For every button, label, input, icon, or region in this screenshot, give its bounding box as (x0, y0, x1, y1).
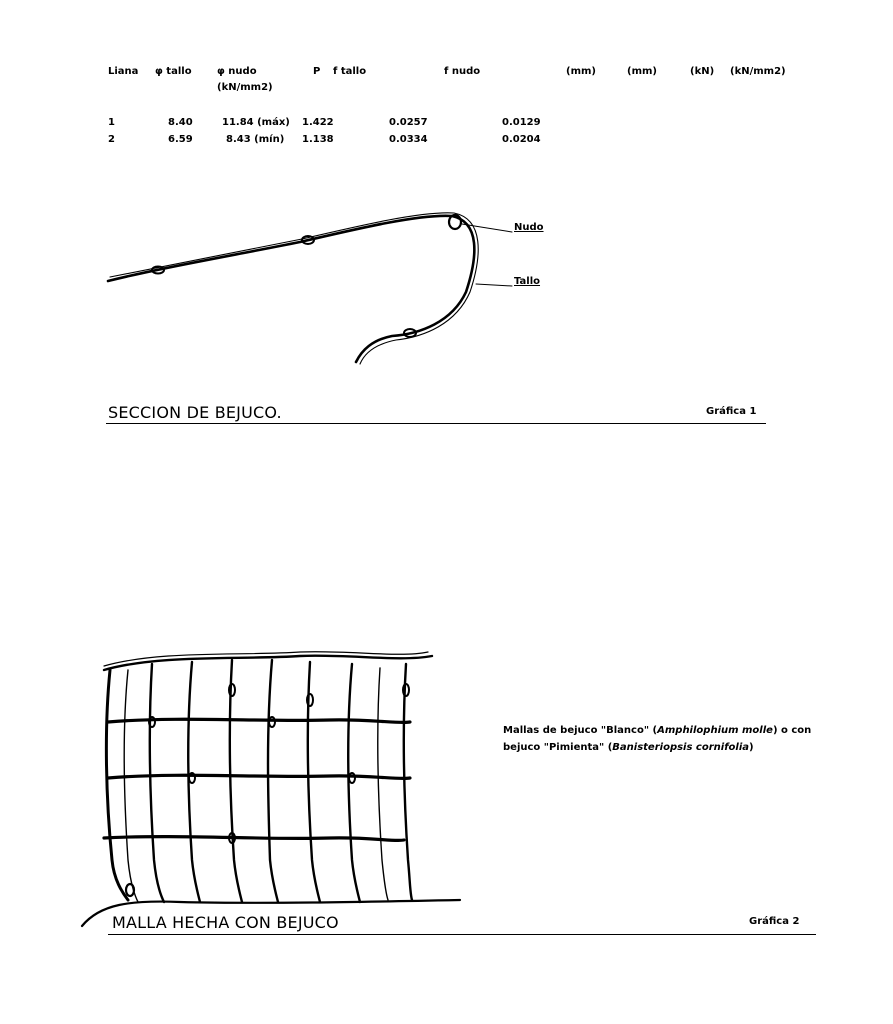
header-unit-kn: (kN) (690, 66, 715, 77)
caption-species-1: Amphilophium molle (657, 725, 773, 736)
cell-phi-nudo: 8.43 (mín) (226, 134, 285, 145)
header-unit-mm-2: (mm) (627, 66, 657, 77)
figure1-title: SECCION DE BEJUCO. (108, 403, 282, 422)
figure2-grafica-label: Gráfica 2 (749, 916, 800, 927)
header-unit-mm-1: (mm) (566, 66, 596, 77)
figure2-caption (503, 722, 843, 756)
caption-text-3: ) (749, 742, 754, 753)
cell-p: 1.138 (302, 134, 334, 145)
cell-f-tallo: 0.0334 (389, 134, 428, 145)
figure1-underline (106, 423, 766, 424)
header-f-nudo: f nudo (444, 66, 481, 77)
caption-text-1: Mallas de bejuco "Blanco" ( (503, 725, 658, 736)
cell-phi-tallo: 6.59 (168, 134, 193, 145)
header-f-tallo: f tallo (333, 66, 367, 77)
cell-liana: 2 (108, 134, 115, 145)
cell-phi-nudo: 11.84 (máx) (222, 117, 290, 128)
figure2-title: MALLA HECHA CON BEJUCO (112, 913, 339, 932)
cell-f-nudo: 0.0204 (502, 134, 541, 145)
header-phi-tallo: φ tallo (155, 66, 192, 77)
header-p: P (313, 66, 321, 77)
cell-p: 1.422 (302, 117, 334, 128)
header-phi-nudo-unit: (kN/mm2) (217, 82, 273, 93)
bejuco-section-drawing (108, 213, 512, 364)
figure2-underline (108, 934, 816, 935)
cell-liana: 1 (108, 117, 115, 128)
bejuco-mesh-drawing (82, 652, 460, 926)
cell-phi-tallo: 8.40 (168, 117, 193, 128)
header-phi-nudo: φ nudo (217, 66, 257, 77)
header-liana: Liana (108, 66, 139, 77)
figure1-grafica-label: Gráfica 1 (706, 406, 757, 417)
caption-text-2: ) o con bejuco "Pimienta" ( (503, 725, 812, 753)
header-unit-kn-mm2: (kN/mm2) (730, 66, 786, 77)
caption-species-2: Banisteriopsis cornifolia (612, 742, 750, 753)
cell-f-nudo: 0.0129 (502, 117, 541, 128)
cell-f-tallo: 0.0257 (389, 117, 428, 128)
label-tallo: Tallo (514, 276, 541, 287)
label-nudo: Nudo (514, 222, 544, 233)
